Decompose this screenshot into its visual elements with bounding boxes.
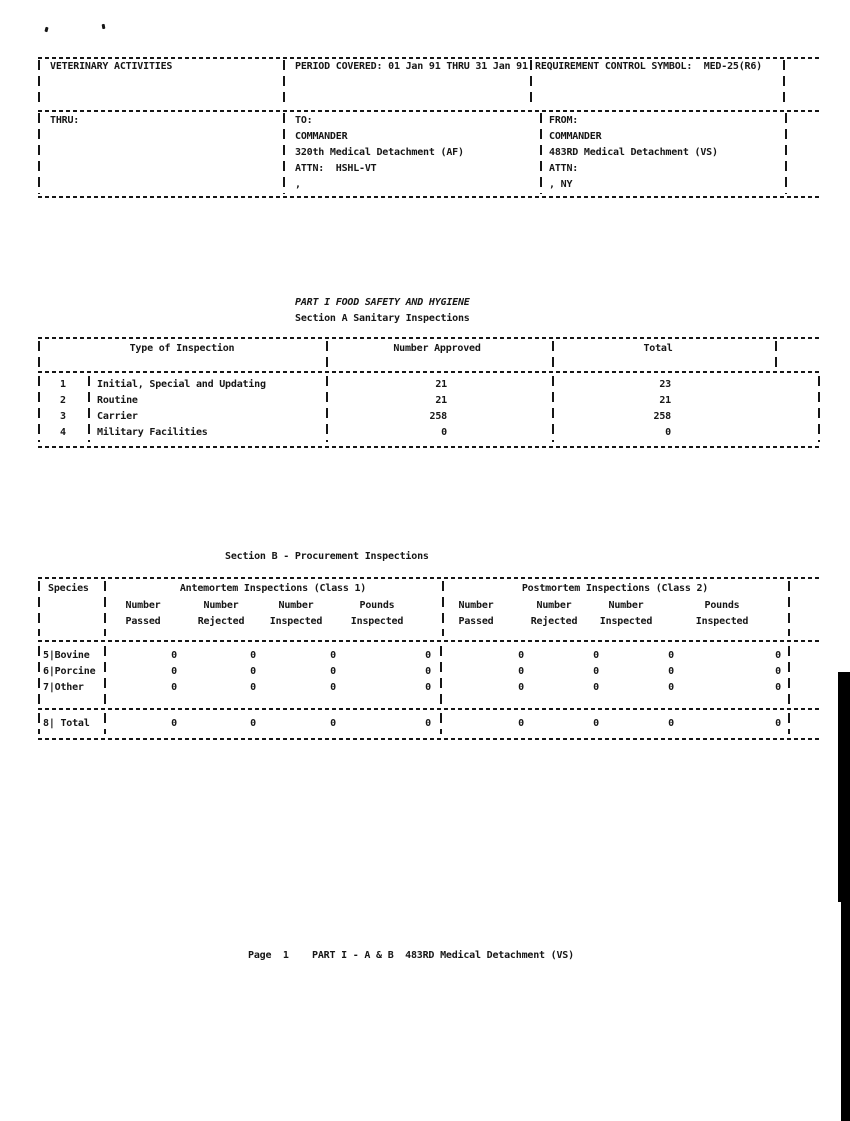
table-border — [788, 646, 790, 704]
thru-label: THRU: — [50, 115, 80, 126]
value-cell: 0 — [593, 718, 599, 729]
value-cell: 0 — [775, 666, 781, 677]
approved-value: 21 — [435, 379, 447, 390]
table-border — [326, 376, 328, 442]
table-border — [283, 113, 285, 194]
sub-header: Number — [278, 600, 314, 611]
value-cell: 0 — [330, 718, 336, 729]
table-border — [104, 713, 106, 734]
sub-header: Inspected — [695, 616, 749, 627]
table-border — [540, 113, 542, 194]
table-border — [38, 446, 822, 448]
value-cell: 0 — [330, 666, 336, 677]
value-cell: 0 — [171, 650, 177, 661]
value-cell: 0 — [171, 666, 177, 677]
table-border — [104, 646, 106, 704]
species-cell: 8| Total — [43, 718, 90, 729]
row-label: Routine — [97, 395, 138, 406]
table-border — [775, 341, 777, 368]
scan-speck — [102, 24, 106, 29]
row-label: Carrier — [97, 411, 138, 422]
value-cell: 0 — [518, 682, 524, 693]
sub-header: Number — [125, 600, 161, 611]
value-cell: 0 — [593, 650, 599, 661]
table-border — [818, 376, 820, 442]
to-label: TO: — [295, 115, 313, 126]
total-value: 0 — [665, 427, 671, 438]
table-border — [788, 713, 790, 734]
value-cell: 0 — [330, 650, 336, 661]
scan-speck — [44, 27, 48, 33]
column-header-approved: Number Approved — [393, 343, 481, 354]
table-border — [38, 341, 40, 368]
table-border — [38, 371, 822, 373]
table-border — [38, 640, 822, 642]
value-cell: 0 — [250, 682, 256, 693]
table-border — [88, 376, 90, 442]
species-cell: 5|Bovine — [43, 650, 90, 661]
total-value: 258 — [653, 411, 671, 422]
total-value: 23 — [659, 379, 671, 390]
sub-header: Number — [608, 600, 644, 611]
table-border — [38, 60, 40, 108]
value-cell: 0 — [250, 650, 256, 661]
from-address-line: 483RD Medical Detachment (VS) — [549, 147, 718, 158]
row-number: 4 — [60, 427, 66, 438]
from-label: FROM: — [549, 115, 579, 126]
to-address-line: COMMANDER — [295, 131, 348, 142]
value-cell: 0 — [775, 650, 781, 661]
column-header-total: Total — [643, 343, 673, 354]
part1-title: PART I FOOD SAFETY AND HYGIENE — [295, 297, 470, 308]
table-border — [440, 646, 442, 704]
value-cell: 0 — [593, 666, 599, 677]
species-cell: 6|Porcine — [43, 666, 96, 677]
from-address-line: , NY — [549, 179, 573, 190]
scan-artifact-bar — [841, 900, 850, 1121]
row-number: 1 — [60, 379, 66, 390]
table-border — [552, 341, 554, 368]
value-cell: 0 — [171, 718, 177, 729]
to-address-line: 320th Medical Detachment (AF) — [295, 147, 464, 158]
table-border — [326, 341, 328, 368]
table-border — [38, 196, 822, 198]
sub-header: Pounds — [704, 600, 740, 611]
table-border — [38, 581, 40, 636]
value-cell: 0 — [250, 666, 256, 677]
value-cell: 0 — [330, 682, 336, 693]
sub-header: Pounds — [359, 600, 395, 611]
sub-header: Rejected — [197, 616, 245, 627]
to-address-line: ATTN: HSHL-VT — [295, 163, 377, 174]
value-cell: 0 — [668, 718, 674, 729]
requirement-control-symbol: REQUIREMENT CONTROL SYMBOL: MED-25(R6) — [535, 61, 762, 72]
value-cell: 0 — [171, 682, 177, 693]
to-address-line: , — [295, 179, 301, 190]
from-address-line: COMMANDER — [549, 131, 602, 142]
page-footer: Page 1 PART I - A & B 483RD Medical Detachment (VS) — [248, 950, 574, 961]
value-cell: 0 — [518, 718, 524, 729]
value-cell: 0 — [518, 666, 524, 677]
table-border — [38, 713, 40, 734]
value-cell: 0 — [425, 650, 431, 661]
value-cell: 0 — [668, 666, 674, 677]
value-cell: 0 — [775, 682, 781, 693]
table-border — [38, 110, 822, 112]
sub-header: Passed — [458, 616, 494, 627]
table-border — [38, 113, 40, 194]
table-border — [440, 713, 442, 734]
value-cell: 0 — [250, 718, 256, 729]
table-border — [788, 581, 790, 636]
antemortem-group-header: Antemortem Inspections (Class 1) — [179, 583, 367, 594]
species-column-header: Species — [48, 583, 89, 594]
table-border — [552, 376, 554, 442]
row-label: Military Facilities — [97, 427, 208, 438]
sub-header: Inspected — [350, 616, 404, 627]
value-cell: 0 — [775, 718, 781, 729]
table-border — [783, 60, 785, 108]
table-border — [38, 738, 822, 740]
row-number: 3 — [60, 411, 66, 422]
report-title: VETERINARY ACTIVITIES — [50, 61, 173, 72]
approved-value: 258 — [429, 411, 447, 422]
table-border — [38, 708, 822, 710]
approved-value: 21 — [435, 395, 447, 406]
value-cell: 0 — [668, 650, 674, 661]
table-border — [530, 60, 532, 108]
sub-header: Number — [536, 600, 572, 611]
section-b-subtitle: Section B - Procurement Inspections — [225, 551, 429, 562]
table-border — [785, 113, 787, 194]
scan-artifact-bar — [838, 672, 850, 902]
species-cell: 7|Other — [43, 682, 84, 693]
sub-header: Number — [203, 600, 239, 611]
sub-header: Inspected — [599, 616, 653, 627]
value-cell: 0 — [425, 682, 431, 693]
approved-value: 0 — [441, 427, 447, 438]
row-number: 2 — [60, 395, 66, 406]
postmortem-group-header: Postmortem Inspections (Class 2) — [521, 583, 709, 594]
table-border — [38, 646, 40, 704]
value-cell: 0 — [593, 682, 599, 693]
sub-header: Inspected — [269, 616, 323, 627]
column-header-type: Type of Inspection — [129, 343, 235, 354]
period-covered: PERIOD COVERED: 01 Jan 91 THRU 31 Jan 91 — [295, 61, 528, 72]
table-border — [38, 376, 40, 442]
total-value: 21 — [659, 395, 671, 406]
sub-header: Number — [458, 600, 494, 611]
table-border — [38, 337, 822, 339]
value-cell: 0 — [518, 650, 524, 661]
value-cell: 0 — [425, 666, 431, 677]
value-cell: 0 — [668, 682, 674, 693]
row-label: Initial, Special and Updating — [97, 379, 266, 390]
section-a-subtitle: Section A Sanitary Inspections — [295, 313, 470, 324]
sub-header: Rejected — [530, 616, 578, 627]
table-border — [38, 57, 822, 59]
sub-header: Passed — [125, 616, 161, 627]
value-cell: 0 — [425, 718, 431, 729]
from-address-line: ATTN: — [549, 163, 579, 174]
table-border — [283, 60, 285, 108]
table-border — [38, 577, 822, 579]
